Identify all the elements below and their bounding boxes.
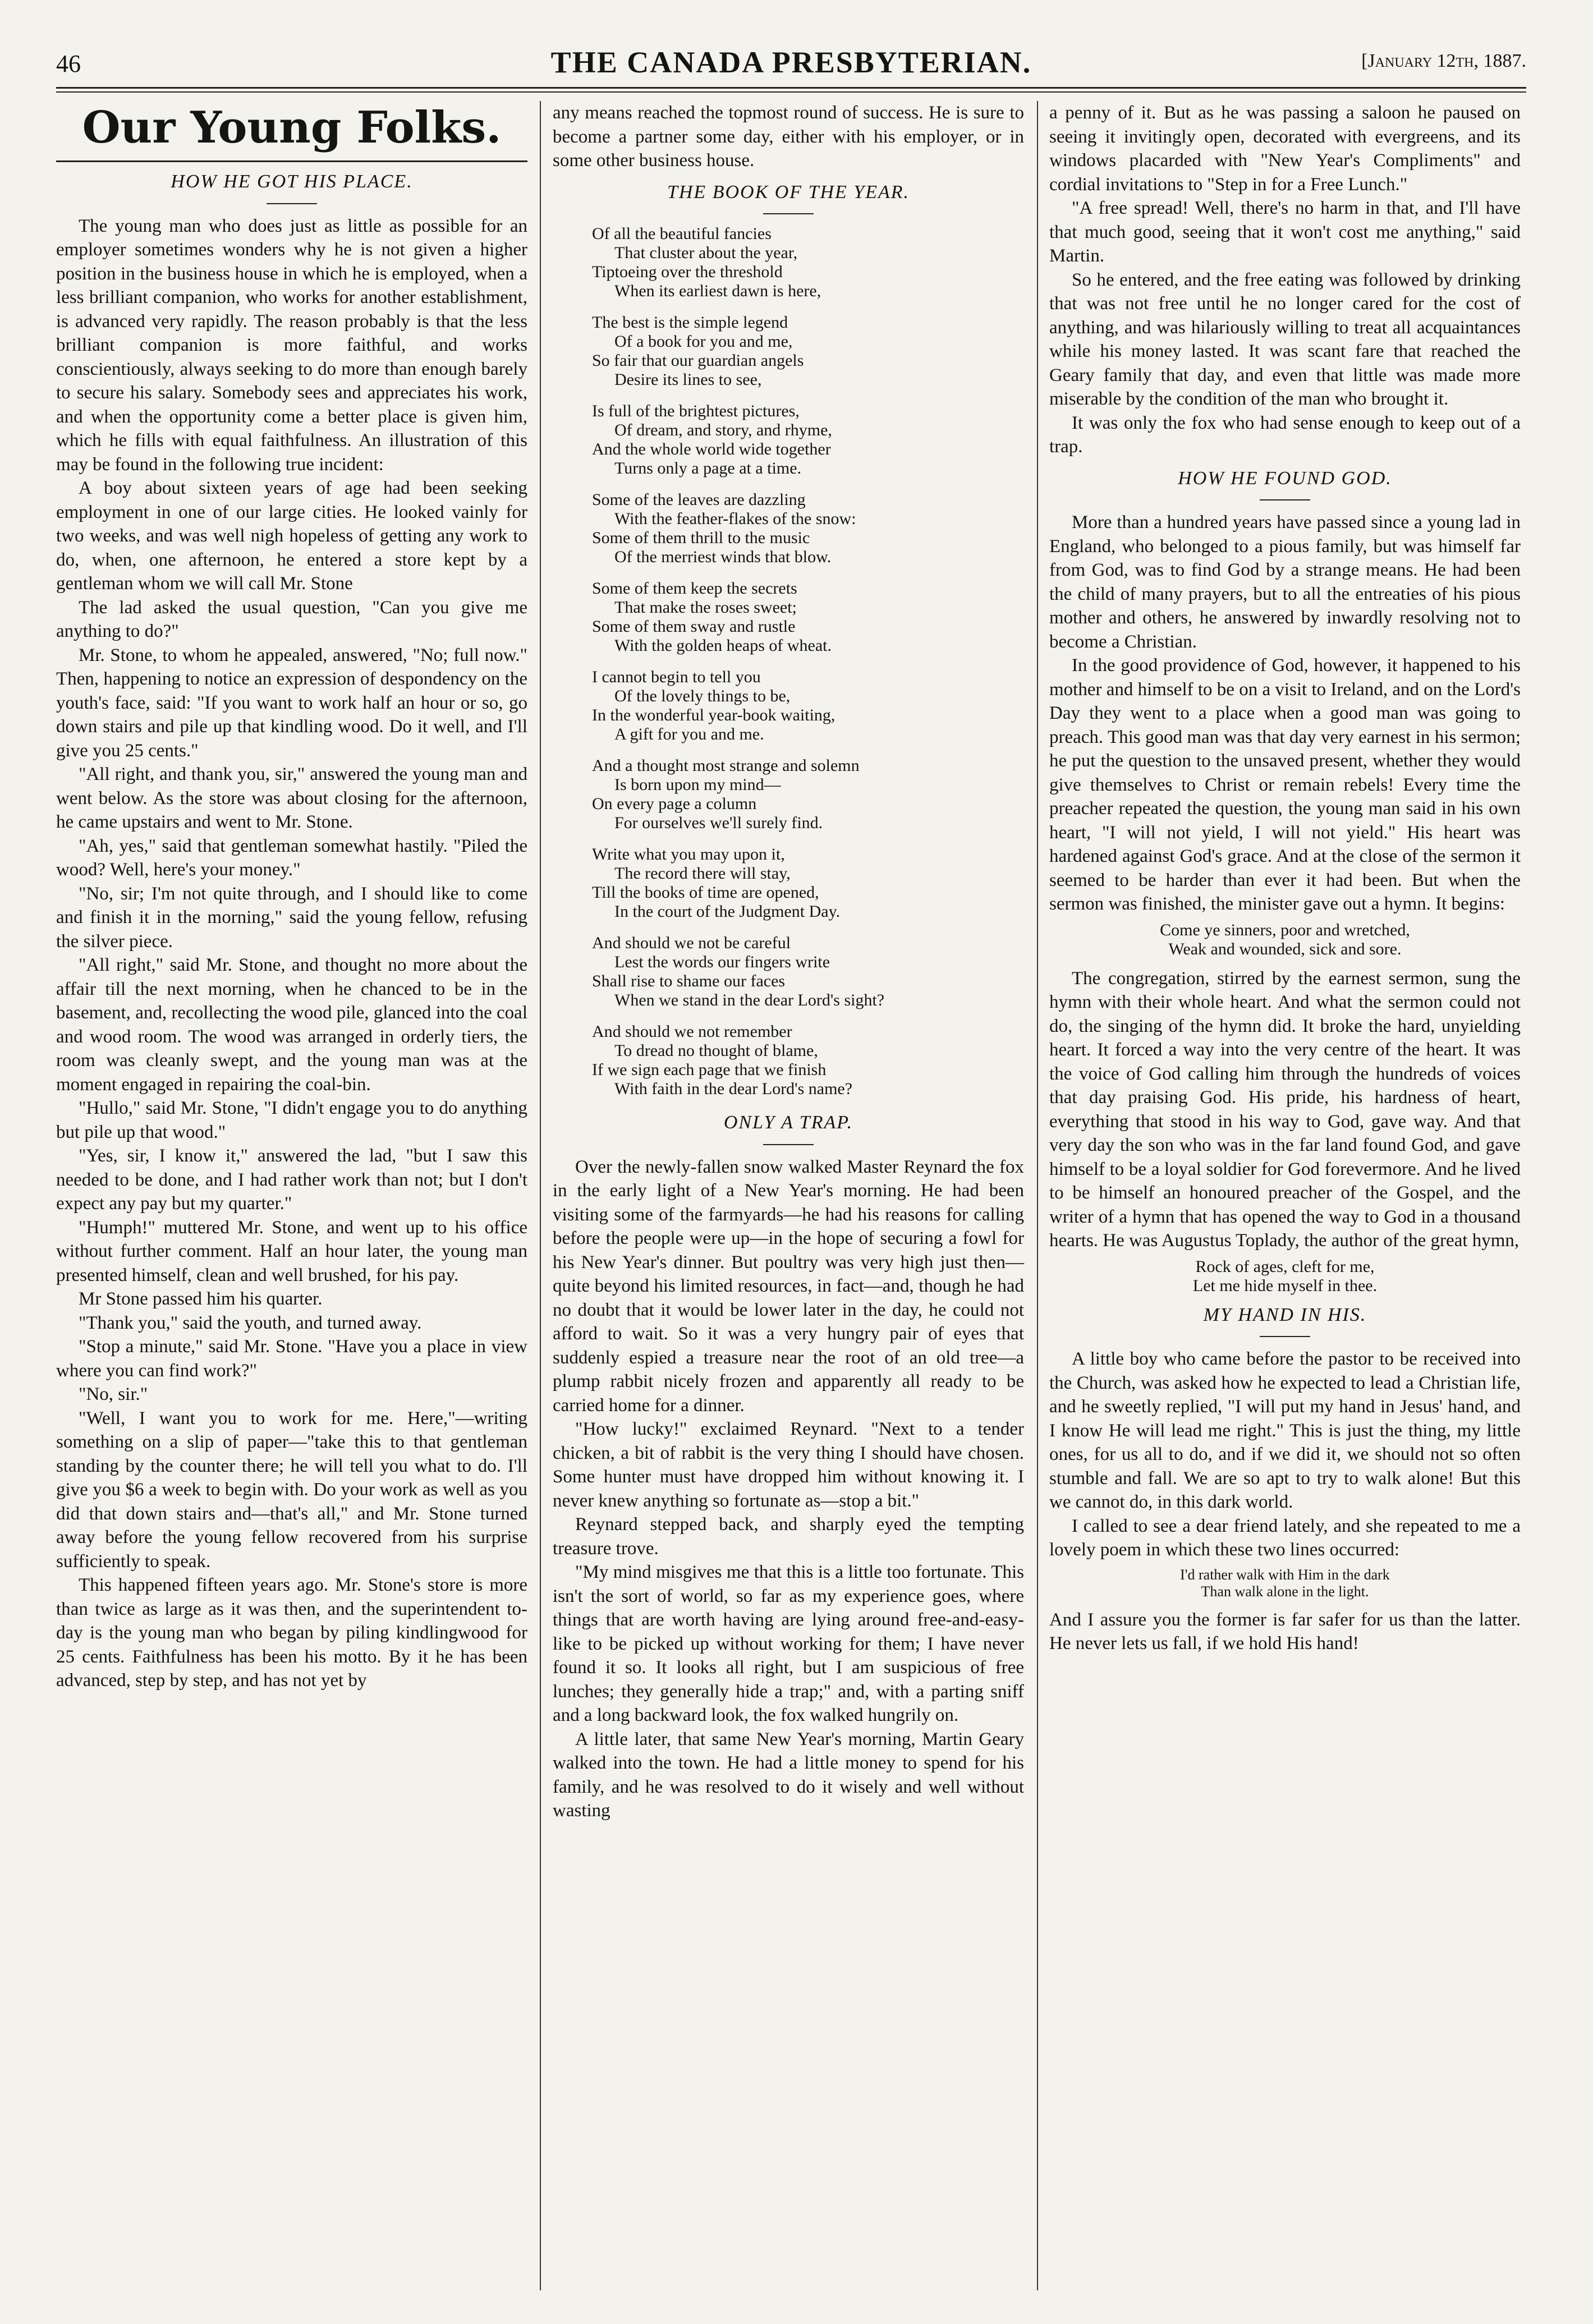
poem-line: Is full of the brightest pictures,	[592, 402, 800, 420]
poem-stanza	[592, 490, 1024, 567]
paragraph: This happened fifteen years ago. Mr. Stone's store is more than twice as large as it was then, and the superintendent to-day is the young man who began by piling kindlingwood for 25 cents. Faithfulness has been his motto. By it he has been advanced, step by step, and has not yet by	[56, 1575, 527, 1691]
article-body-continued	[553, 101, 1024, 173]
poem-line: Of dream, and story, and rhyme,	[614, 421, 832, 439]
poem-line: A gift for you and me.	[614, 725, 764, 743]
paragraph: "All right, and thank you, sir," answered the young man and went below. As the store was about closing for the afternoon, he came upstairs and went to Mr. Stone.	[56, 764, 527, 832]
couplet-quote	[1049, 1567, 1521, 1600]
poem-line: So fair that our guardian angels	[592, 351, 804, 370]
article-title: MY HAND IN HIS.	[1203, 1304, 1367, 1325]
paragraph: "Thank you," said the youth, and turned away.	[79, 1312, 422, 1333]
poem-line: Shall rise to shame our faces	[592, 972, 786, 990]
paragraph: "No, sir."	[79, 1384, 148, 1404]
poem-stanza	[592, 668, 1024, 744]
title-rule	[1260, 1336, 1310, 1337]
paragraph: "Hullo," said Mr. Stone, "I didn't engage you to do anything but pile up that wood."	[56, 1098, 527, 1142]
paragraph: I called to see a dear friend lately, and she repeated to me a lovely poem in which these two lines occurred:	[1049, 1515, 1521, 1560]
hymn-quote	[1049, 921, 1521, 959]
column-1	[56, 101, 527, 1693]
paragraph: A little boy who came before the pastor to be received into the Church, was asked how he expected to lead a Christian life, and he sweetly replied, "I will put my hand in Jesus' hand, and I know He will lead me right." This is just the thing, my little ones, for us all to do, and if we did it, we should not so often stumble and fall. We are so apt to try to walk alone! But this we cannot do, in this dark world.	[1049, 1349, 1521, 1512]
poem-stanza	[592, 224, 1024, 301]
title-rule	[267, 203, 317, 204]
rock-of-ages-quote	[1049, 1257, 1521, 1296]
issue-date: [January 12th, 1887.	[1361, 50, 1526, 71]
poem-line: Some of them thrill to the music	[592, 529, 810, 547]
paragraph: "Well, I want you to work for me. Here,"—writing something on a slip of paper—"take this to that gentleman standing by the counter there; he will tell you what to do. I'll give you $6 a week to begin with. Do your work as well as you did that down stairs and—that's all," and Mr. Stone turned away before the young fellow recovered from his surprise sufficiently to speak.	[56, 1408, 527, 1572]
poem-line: Write what you may upon it,	[592, 845, 785, 864]
poem-line: Lest the words our fingers write	[614, 953, 830, 971]
paragraph: More than a hundred years have passed since a young lad in England, who belonged to a pious family, but was himself far from God, was to find God by a strange means. He had been the child of many prayers, but to all the entreaties of his pious mother and others, he answered by inwardly resolving not to become a Christian.	[1049, 512, 1521, 652]
poem-line: If we sign each page that we finish	[592, 1060, 827, 1079]
article-body	[553, 1155, 1024, 1823]
title-rule	[1260, 499, 1310, 500]
paragraph: "Stop a minute," said Mr. Stone. "Have you a place in view where you can find work?"	[56, 1336, 527, 1381]
poem-stanza	[592, 934, 1024, 1010]
poem-stanza	[592, 756, 1024, 833]
paragraph: "Humph!" muttered Mr. Stone, and went up to his office without further comment. Half an hour later, the young man presented himself, clean and well brushed, for his pay.	[56, 1217, 527, 1285]
poem-line: I cannot begin to tell you	[592, 668, 761, 686]
paragraph: "My mind misgives me that this is a little too fortunate. This isn't the sort of world, so far as my experience goes, where things that are worth having are lying around free-and-easy-like to be picked up without working for them; I have never found it so. It looks all right, but I am suspicious of free lunches; they generally hide a trap;" and, with a parting sniff and a long backward look, the fox walked hungrily on.	[553, 1562, 1024, 1725]
poem-line: That make the roses sweet;	[614, 598, 797, 617]
paragraph: A boy about sixteen years of age had been seeking employment in one of our large cities. He looked vainly for two weeks, and was well nigh hopeless of getting any work to do, when, one afternoon, he entered a store kept by a gentleman whom we will call Mr. Stone	[56, 478, 527, 594]
newspaper-title: THE CANADA PRESBYTERIAN.	[550, 45, 1032, 79]
poem-stanza	[592, 845, 1024, 921]
paragraph: "No, sir; I'm not quite through, and I should like to come and finish it in the morning," said the young fellow, refusing the silver piece.	[56, 883, 527, 952]
quote-line: Come ye sinners, poor and wretched,	[1160, 920, 1410, 939]
section-banner: Our Young Folks.	[82, 102, 502, 153]
paragraph: So he entered, and the free eating was followed by drinking that was not free until he no longer cared for the cost of anything, and was hilariously willing to treat all acquaintances while his money lasted. It was scant fare that reached the Geary family that day, and even that little was made more miserable by the condition of the man who brought it.	[1049, 269, 1521, 409]
poem-line: And should we not be careful	[592, 934, 791, 952]
poem-line: Turns only a page at a time.	[614, 459, 802, 477]
paragraph: Over the newly-fallen snow walked Master Reynard the fox in the early light of a New Year's morning. He had been visiting some of the farmyards—he had his reasons for calling before the people were up—in the hope of securing a fowl for his New Year's dinner. But poultry was very high just then—quite beyond his limited resources, in fact—and, though he had no doubt that it would be lower later in the day, he could not afford to wait. So it was a very hungry pair of eyes that suddenly espied a treasure near the root of an old tree—a plump rabbit nicely frozen and apparently all ready to be carried home for a dinner.	[553, 1156, 1024, 1416]
poem-line: In the wonderful year-book waiting,	[592, 706, 835, 724]
poem-line: When we stand in the dear Lord's sight?	[614, 991, 885, 1009]
poem	[592, 224, 1024, 1099]
poem-line: Is born upon my mind—	[614, 775, 781, 794]
poem-line: Tiptoeing over the threshold	[592, 263, 783, 281]
paragraph: "Ah, yes," said that gentleman somewhat hastily. "Piled the wood? Well, here's your money."	[56, 835, 527, 880]
poem-line: With the golden heaps of wheat.	[614, 636, 832, 655]
column-2	[553, 101, 1024, 1823]
article-body-continued	[1049, 967, 1521, 1253]
poem-line: And the whole world wide together	[592, 440, 831, 458]
poem-line: The record there will stay,	[614, 864, 791, 883]
poem-line: The best is the simple legend	[592, 313, 788, 332]
poem-line: With the feather-flakes of the snow:	[614, 509, 856, 528]
paragraph: The lad asked the usual question, "Can you give me anything to do?"	[56, 597, 527, 641]
quote-line: Than walk alone in the light.	[1201, 1583, 1369, 1600]
article-body-continued	[1049, 101, 1521, 459]
paragraph: Mr. Stone, to whom he appealed, answered, "No; full now." Then, happening to notice an expression of despondency on the youth's face, said: "If you want to work half an hour or so, go down stairs and pile up that kindling wood. Do it well, and I'll give you 25 cents."	[56, 645, 527, 761]
paragraph: "All right," said Mr. Stone, and thought no more about the affair till the next morning, when he chanced to be in the basement, and, recollecting the wood pile, glanced into the coal and wood room. The wood was arranged in orderly tiers, the room was cleanly swept, and the young man was at the moment engaged in repairing the coal-bin.	[56, 955, 527, 1095]
paragraph: In the good providence of God, however, it happened to his mother and himself to be on a visit to Ireland, and on the Lord's Day they went to a place when a good man was going to preach. This good man was that day very earnest in his sermon; he put the question to the unsaved present, whether they would give themselves to Christ or remain rebels! Every time the preacher repeated the question, the young man said in his own heart, "I will not yield, I will not yield." His heart was hardened against God's grace. And at the close of the sermon it seemed to be harder than ever it had been. But when the sermon was finished, the minister gave out a hymn. It begins:	[1049, 655, 1521, 914]
article-body	[1049, 511, 1521, 916]
paragraph: Reynard stepped back, and sharply eyed the tempting treasure trove.	[553, 1514, 1024, 1559]
paragraph: A little later, that same New Year's morning, Martin Geary walked into the town. He had a little money to spend for his family, and he was resolved to do it wisely and well without wasting	[553, 1729, 1024, 1821]
paragraph: "How lucky!" exclaimed Reynard. "Next to a tender chicken, a bit of rabbit is the very thing I should have chosen. Some hunter must have dropped him without knowing it. I never knew anything so fortunate as—stop a bit."	[553, 1419, 1024, 1511]
poem-line: And should we not remember	[592, 1022, 792, 1041]
paragraph: "A free spread! Well, there's no harm in that, and I'll have that much good, seeing that it won't cost me anything," said Martin.	[1049, 198, 1521, 266]
poem-line: Of a book for you and me,	[614, 332, 793, 351]
header-rule	[56, 87, 1526, 89]
paragraph: The congregation, stirred by the earnest sermon, sung the hymn with their whole heart. And what the sermon could not do, the singing of the hymn did. It broke the hard, unyielding heart. It forced a way into the very centre of the heart. It was the voice of God calling him through the hundreds of voices that day praising God. His pride, his hardness of heart, everything that stood in his way to God, gave way. And that very day the son who was in the far land found God, and gave himself to be a loyal soldier for God forevermore. And he lived to be himself an honoured preacher of the Gospel, and the writer of a hymn that has opened the way to God in a thousand hearts. He was Augustus Toplady, the author of the great hymn,	[1049, 968, 1521, 1251]
poem-line: When its earliest dawn is here,	[614, 282, 821, 300]
poem-line: To dread no thought of blame,	[614, 1041, 818, 1060]
poem-line: Of the lovely things to be,	[614, 687, 791, 705]
poem-line: And a thought most strange and solemn	[592, 756, 860, 775]
paragraph: The young man who does just as little as possible for an employer sometimes wonders why he is not given a higher position in the business house in which he is employed, when a less brilliant companion, who works for another establishment, is advanced very rapidly. The reason probably is that the less brilliant companion is more faithful, and works conscientiously, always seeking to do more than enough barely to secure his salary. Somebody sees and appreciates his work, and when the opportunity come a better place is given him, which he fills with equal faithfulness. An illustration of this may be found in the following true incident:	[56, 215, 527, 475]
poem-line: That cluster about the year,	[614, 244, 798, 262]
article-body	[1049, 1347, 1521, 1562]
poem-stanza	[592, 579, 1024, 655]
paragraph: "Yes, sir, I know it," answered the lad, "but I saw this needed to be done, and I had rather work than not; but I don't expect any pay but my quarter."	[56, 1146, 527, 1214]
poem-line: On every page a column	[592, 794, 757, 813]
quote-line: Rock of ages, cleft for me,	[1195, 1257, 1375, 1276]
column-3	[1049, 101, 1521, 1656]
paragraph: any means reached the topmost round of success. He is sure to become a partner some day, either with his employer, or in some other business house.	[553, 103, 1024, 171]
poem-stanza	[592, 313, 1024, 389]
banner-rule	[56, 160, 527, 162]
paragraph: a penny of it. But as he was passing a saloon he paused on seeing it invitingly open, decorated with evergreens, and its windows placarded with "New Year's Compliments" and cordial invitations to "Step in for a Free Lunch."	[1049, 103, 1521, 195]
poem-line: Till the books of time are opened,	[592, 883, 819, 902]
column-divider	[1037, 101, 1038, 2290]
column-divider	[540, 101, 541, 2290]
poem-stanza	[592, 402, 1024, 478]
title-rule	[763, 1144, 814, 1145]
poem-line: For ourselves we'll surely find.	[614, 814, 823, 832]
poem-line: Some of them keep the secrets	[592, 579, 797, 598]
article-body	[56, 214, 527, 1693]
page-header	[56, 45, 1526, 84]
paragraph: It was only the fox who had sense enough to keep out of a trap.	[1049, 412, 1521, 457]
page-number: 46	[56, 50, 81, 77]
paragraph: Mr Stone passed him his quarter.	[79, 1289, 323, 1309]
article-title: HOW HE FOUND GOD.	[1178, 467, 1392, 489]
poem-line: Of all the beautiful fancies	[592, 224, 772, 243]
title-rule	[763, 213, 814, 214]
poem-line: Some of the leaves are dazzling	[592, 490, 806, 509]
closing-paragraph: And I assure you the former is far safer for us than the latter. He never lets us fall, if we hold His hand!	[1049, 1609, 1521, 1654]
poem-title: THE BOOK OF THE YEAR.	[667, 181, 910, 203]
poem-line: Desire its lines to see,	[614, 370, 762, 389]
quote-line: Let me hide myself in thee.	[1192, 1276, 1378, 1295]
poem-line: With faith in the dear Lord's name?	[614, 1080, 853, 1098]
header-rule-2	[56, 91, 1526, 93]
quote-line: I'd rather walk with Him in the dark	[1180, 1566, 1390, 1583]
poem-line: In the court of the Judgment Day.	[614, 902, 841, 921]
article-title: ONLY A TRAP.	[723, 1112, 853, 1133]
quote-line: Weak and wounded, sick and sore.	[1168, 939, 1402, 958]
poem-stanza	[592, 1022, 1024, 1099]
poem-line: Of the merriest winds that blow.	[614, 548, 832, 566]
article-title: HOW HE GOT HIS PLACE.	[171, 171, 413, 192]
poem-line: Some of them sway and rustle	[592, 617, 796, 636]
